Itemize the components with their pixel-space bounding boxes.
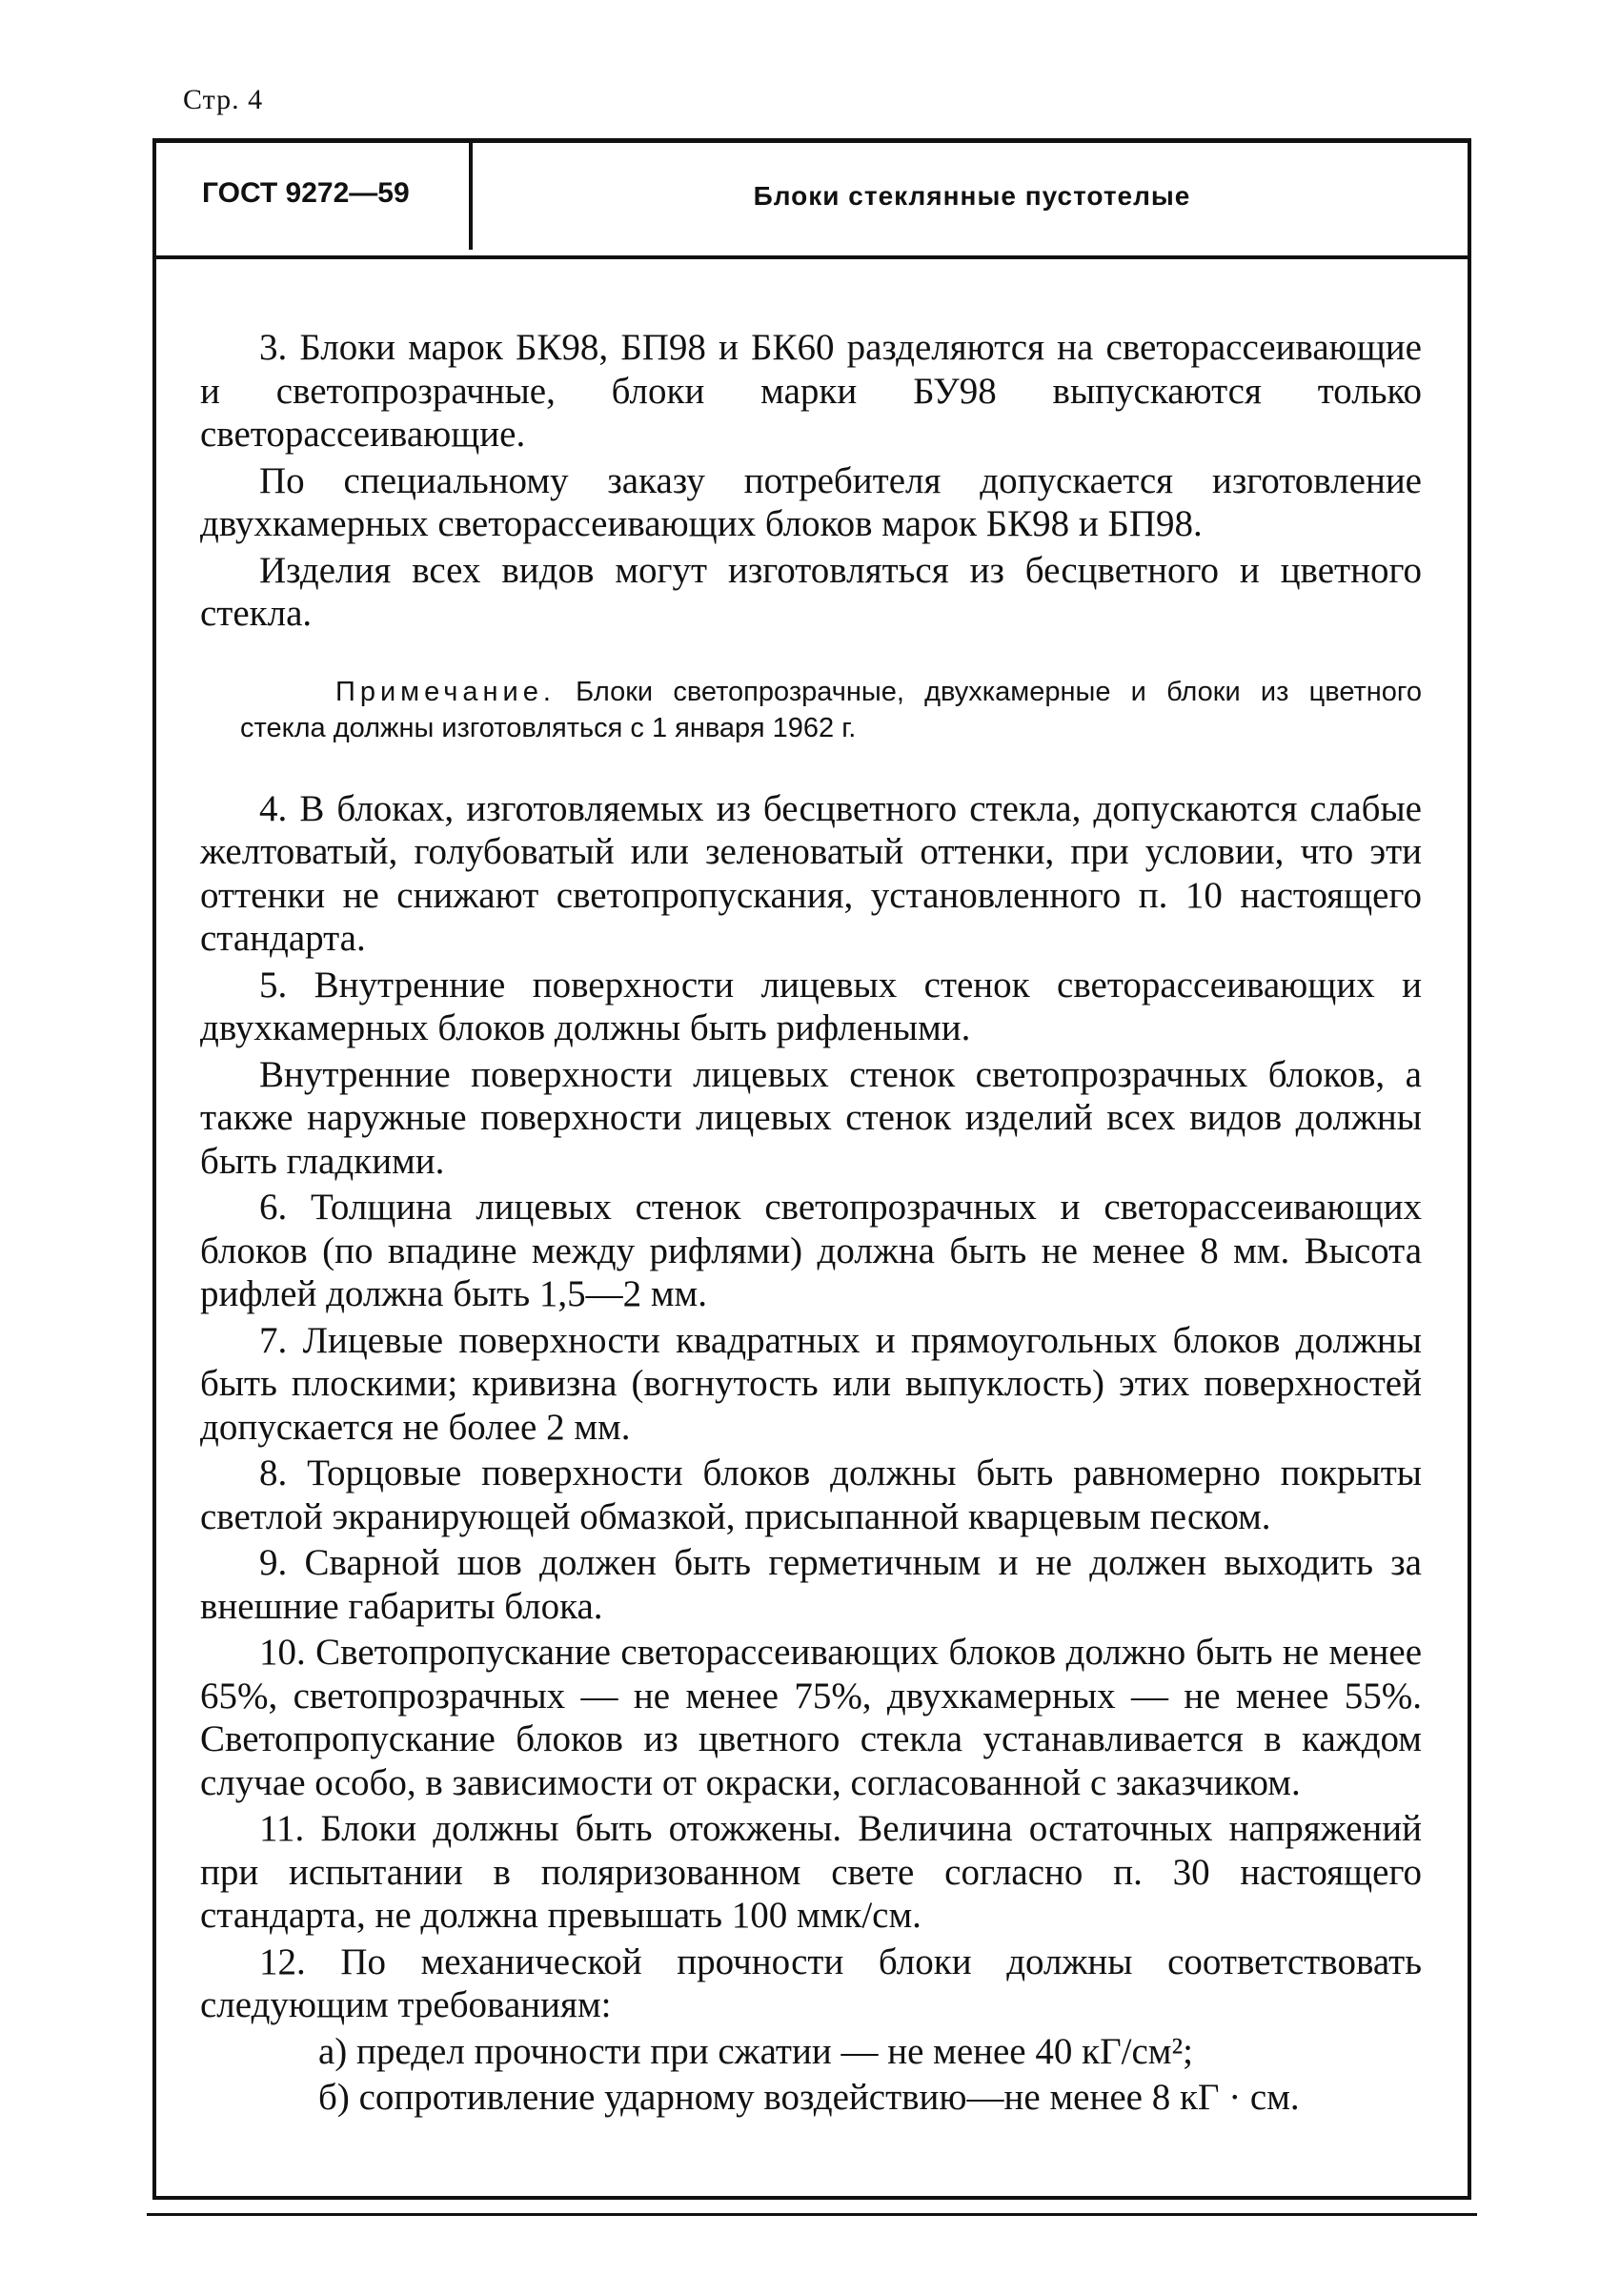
note-label: Примечание.	[335, 676, 556, 707]
paragraph-4: 4. В блоках, изготовляемых из бесцветного стекла, допускаются слабые желтоватый, голубоватый или зеленоватый оттенки, при условии, что эти оттенки не снижают светопропускания, установленного п. 10 настоящего стандарта.	[200, 787, 1422, 959]
paragraph-9: 9. Сварной шов должен быть герметичным и не должен выходить за внешние габариты блока.	[200, 1542, 1422, 1627]
list-item-a: а) предел прочности при сжатии — не менее 40 кГ/см²;	[318, 2030, 1193, 2072]
document-body	[200, 326, 1422, 2123]
document-header	[156, 143, 1468, 259]
paragraph-12: 12. По механической прочности блоки должны соответствовать следующим требованиям:	[200, 1940, 1422, 2025]
paragraph-5-smooth-surfaces: Внутренние поверхности лицевых стенок светопрозрачных блоков, а также наружные поверхности лицевых стенок изделий всех видов должны быть гладкими.	[200, 1053, 1422, 1182]
paragraph-3-special-order: По специальному заказу потребителя допускается изготовление двухкамерных светорассеивающих блоков марок БК98 и БП98.	[200, 459, 1422, 544]
standard-title: Блоки стеклянные пустотелые	[753, 181, 1191, 211]
paragraph-3: 3. Блоки марок БК98, БП98 и БК60 разделяются на светорассеивающие и светопрозрачные, блоки марки БУ98 выпускаются только светорассеивающие.	[200, 327, 1422, 455]
note	[200, 674, 1422, 746]
paragraph-6: 6. Толщина лицевых стенок светопрозрачных и светорассеивающих блоков (по впадине между рифлями) должна быть не менее 8 мм. Высота рифлей должна быть 1,5—2 мм.	[200, 1187, 1422, 1314]
list-item-b: б) сопротивление ударному воздействию—не менее 8 кГ · см.	[318, 2077, 1300, 2118]
note-text: Блоки светопрозрачные, двухкамерные и блоки из цветного стекла должны изготовляться с 1 января 1962 г.	[240, 676, 1422, 743]
paragraph-11: 11. Блоки должны быть отожжены. Величина остаточных напряжений при испытании в поляризованном свете согласно п. 30 настоящего стандарта, не должна превышать 100 ммк/см.	[200, 1808, 1422, 1936]
paragraph-10: 10. Светопропускание светорассеивающих блоков должно быть не менее 65%, светопрозрачных — не менее 75%, двухкамерных — не менее 55%. Светопропускание блоков из цветного стекла устанавливается в каждом случае особо, в зависимости от окраски, согласованной с заказчиком.	[200, 1632, 1422, 1803]
header-divider	[469, 143, 473, 250]
paragraph-3-glass-color: Изделия всех видов могут изготовляться из бесцветного и цветного стекла.	[200, 549, 1422, 634]
paragraph-8: 8. Торцовые поверхности блоков должны быть равномерно покрыты светлой экранирующей обмазкой, присыпанной кварцевым песком.	[200, 1453, 1422, 1537]
paragraph-5: 5. Внутренние поверхности лицевых стенок светорассеивающих и двухкамерных блоков должны быть рифлеными.	[200, 964, 1422, 1048]
bottom-rule	[147, 2213, 1477, 2216]
page-frame	[152, 138, 1471, 2200]
paragraph-7: 7. Лицевые поверхности квадратных и прямоугольных блоков должны быть плоскими; кривизна (вогнутость или выпуклость) этих поверхностей допускается не более 2 мм.	[200, 1319, 1422, 1448]
page-number: Стр. 4	[183, 84, 264, 115]
standard-code: ГОСТ 9272—59	[202, 177, 410, 209]
